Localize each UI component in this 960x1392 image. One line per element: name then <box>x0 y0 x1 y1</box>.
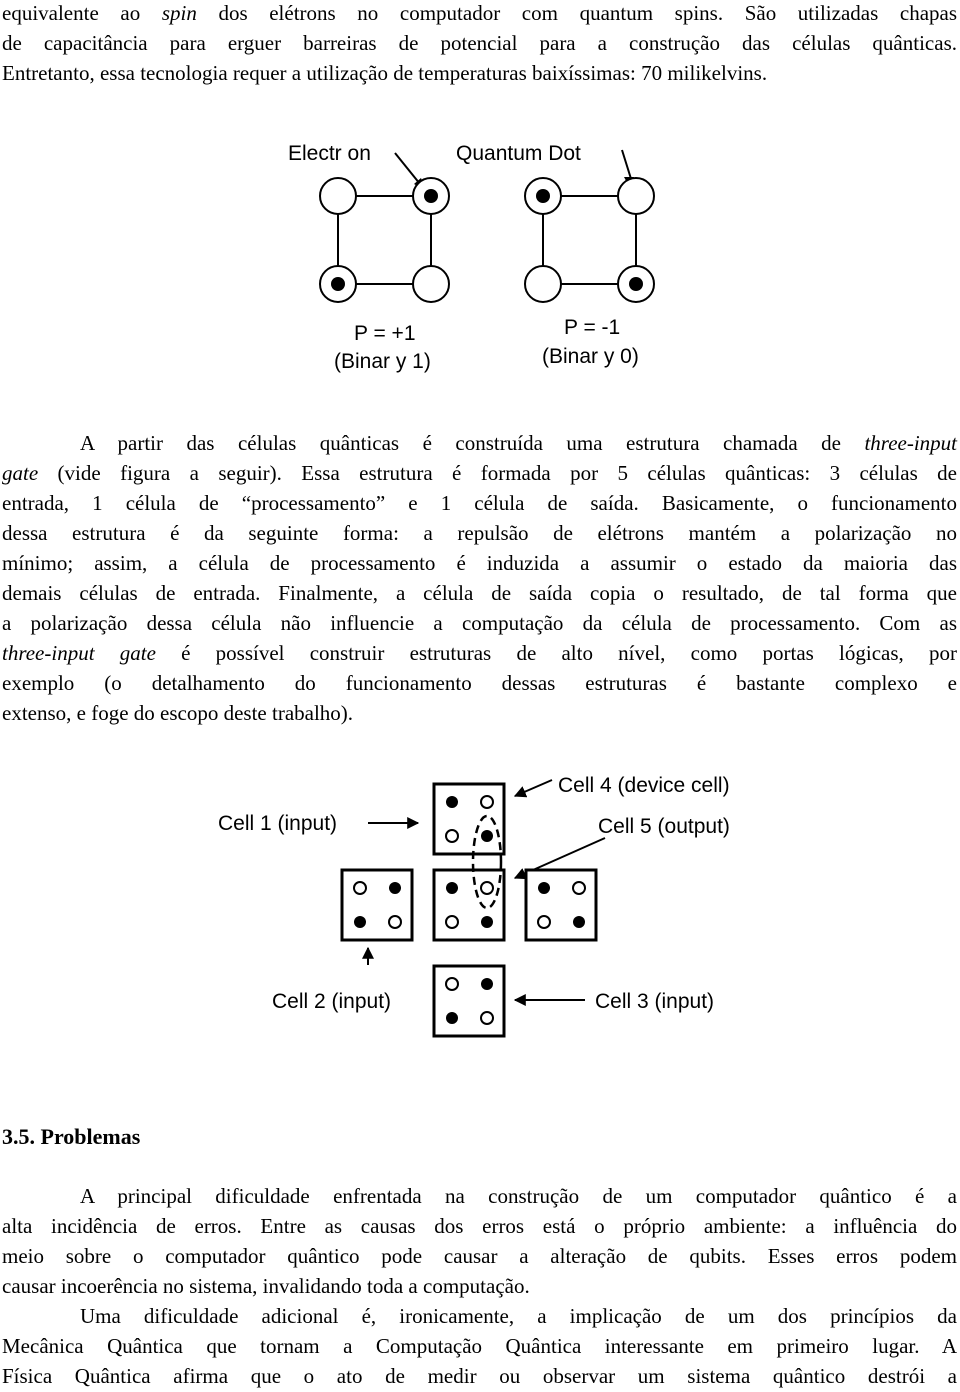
cell4-label: Cell 4 (device cell) <box>558 774 730 797</box>
p3-line-1: A principal dificuldade enfrentada na construção de um computador quântico é a <box>80 1184 957 1208</box>
electron-label: Electr on <box>288 142 371 165</box>
cell3-label: Cell 3 (input) <box>595 990 715 1013</box>
quantum-cell-figure <box>250 120 720 400</box>
paragraph-problems-2 <box>2 1301 957 1391</box>
cell-binary-0 <box>525 178 654 302</box>
p2-line-10: extenso, e foge do escopo deste trabalho). <box>2 701 354 725</box>
gate-cell-right <box>526 870 596 940</box>
cell5-label: Cell 5 (output) <box>598 815 730 838</box>
cell1-polarization: P = +1 <box>354 322 416 345</box>
p2-line-6: demais células de entrada. Finalmente, a célula de saída copia o resultado, de tal forma que <box>2 581 957 605</box>
p4-line-1: Uma dificuldade adicional é, ironicamente, a implicação de um dos princípios da <box>80 1304 957 1328</box>
cell1-label: Cell 1 (input) <box>218 812 338 835</box>
cell2-binary-label: (Binar y 0) <box>542 345 639 368</box>
cell1-binary-label: (Binar y 1) <box>334 350 431 373</box>
electron-pointer <box>395 153 420 184</box>
cell2-polarization: P = -1 <box>564 316 621 339</box>
p2-line-2: gate (vide figura a seguir). Essa estrutura é formada por 5 células quânticas: 3 células de <box>2 461 957 485</box>
intro-line-3: Entretanto, essa tecnologia requer a utilização de temperaturas baixíssimas: 70 milikelvins. <box>2 61 768 85</box>
quantum-dot-label: Quantum Dot <box>456 142 581 165</box>
paragraph-three-input-gate <box>2 428 957 728</box>
p2-line-8: three-input gate é possível construir estruturas de alto nível, como portas lógicas, por <box>2 641 957 665</box>
p4-line-3: Física Quântica afirma que o ato de medir ou observar um sistema quântico destrói a <box>2 1364 957 1388</box>
p3-line-3: meio sobre o computador quântico pode causar a alteração de qubits. Esses erros podem <box>2 1244 957 1268</box>
intro-paragraph <box>2 0 957 88</box>
gate-cell-bottom <box>434 966 504 1036</box>
gate-cell-left <box>342 870 412 940</box>
section-heading: 3.5. Problemas <box>2 1124 141 1149</box>
p3-line-4: causar incoerência no sistema, invalidando toda a computação. <box>2 1274 530 1298</box>
cell2-label: Cell 2 (input) <box>272 990 392 1013</box>
p3-line-2: alta incidência de erros. Entre as causas dos erros está o próprio ambiente: a influência do <box>2 1214 957 1238</box>
cell-binary-1 <box>320 178 449 302</box>
intro-line-2: de capacitância para erguer barreiras de potencial para a construção das células quânticas. <box>2 31 957 55</box>
p2-line-5: mínimo; assim, a célula de processamento é induzida a assumir o estado da maioria das <box>2 551 957 575</box>
p2-line-4: dessa estrutura é da seguinte forma: a repulsão de elétrons mantém a polarização no <box>2 521 957 545</box>
p2-line-9: exemplo (o detalhamento do funcionamento dessas estruturas é bastante complexo e <box>2 671 957 695</box>
three-input-gate-figure <box>190 760 790 1060</box>
p2-line-7: a polarização dessa célula não influencie a computação da célula de processamento. Com as <box>2 611 957 635</box>
intro-line-1: equivalente ao spin dos elétrons no computador com quantum spins. São utilizadas chapas <box>2 1 958 25</box>
p2-line-3: entrada, 1 célula de “processamento” e 1 célula de saída. Basicamente, o funcionamento <box>2 491 957 515</box>
p4-line-2: Mecânica Quântica que tornam a Computação Quântica interessante em primeiro lugar. A <box>2 1334 957 1358</box>
p2-line-1: A partir das células quânticas é construída uma estrutura chamada de three-input <box>80 431 957 455</box>
paragraph-problems-1 <box>2 1181 957 1301</box>
cell4-arrow <box>515 780 552 796</box>
